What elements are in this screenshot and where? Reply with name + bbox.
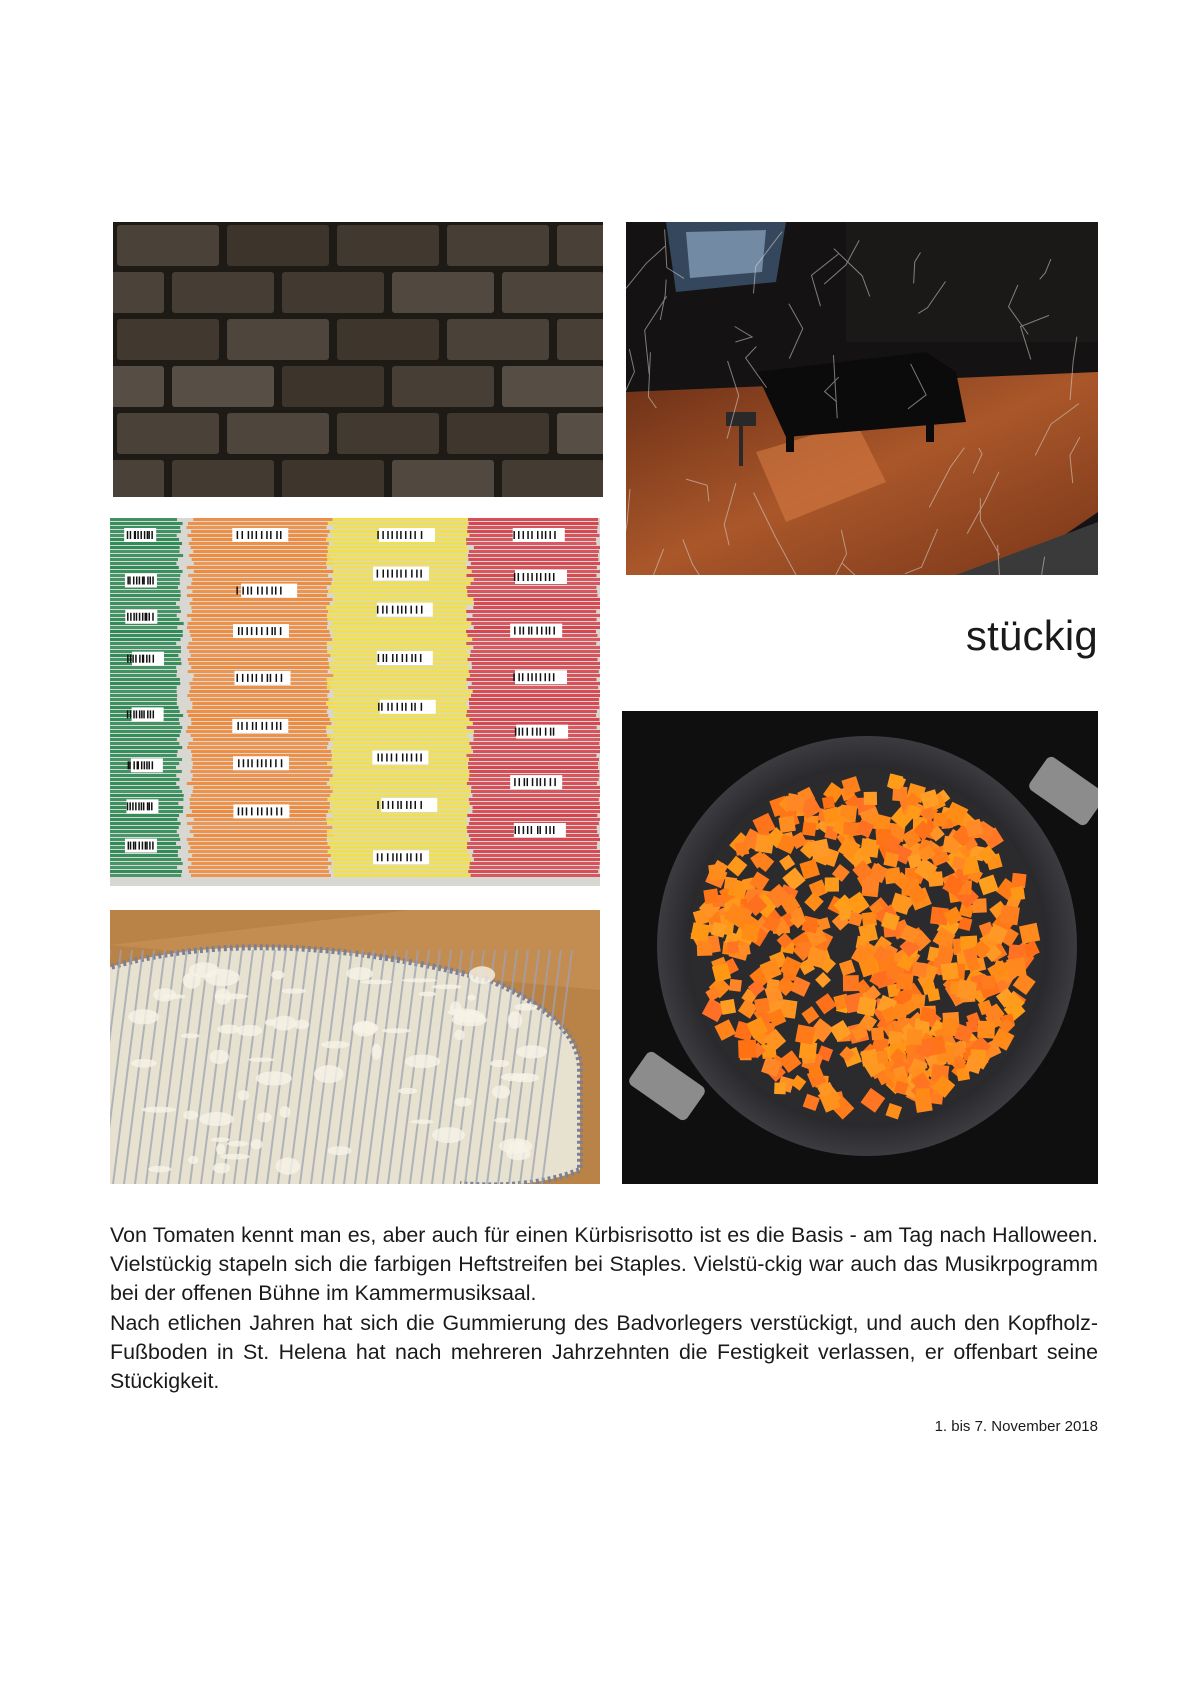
- bath-mat-photo: [110, 910, 600, 1184]
- paragraph-line: Von Tomaten kennt man es, aber auch für einen Kürbisrisotto ist es die Basis - am Tag nach Halloween. Vielstückig stapeln sich die farbigen Heftstreifen bei Staples. Vielstü-ckig war auch das Musikrpogramm bei der offenen Bühne im Kammermusiksaal.: [110, 1223, 1098, 1306]
- page-title: stückig: [965, 612, 1098, 659]
- binding-strips-photo: [110, 518, 600, 886]
- pumpkin-pan-photo: [622, 711, 1098, 1184]
- concert-hall-marble-photo: [626, 222, 1098, 575]
- wood-floor-photo: [113, 222, 603, 497]
- paragraph-line: Nach etlichen Jahren hat sich die Gummierung des Badvorlegers verstückigt, und auch den Kopfholz-Fußboden in St. Helena hat nach mehreren Jahrzehnten die Festigkeit verlassen, er offenbart seine Stückigkeit.: [110, 1310, 1098, 1394]
- date-range: 1. bis 7. November 2018: [934, 1418, 1098, 1435]
- body-paragraph: [110, 1221, 1098, 1396]
